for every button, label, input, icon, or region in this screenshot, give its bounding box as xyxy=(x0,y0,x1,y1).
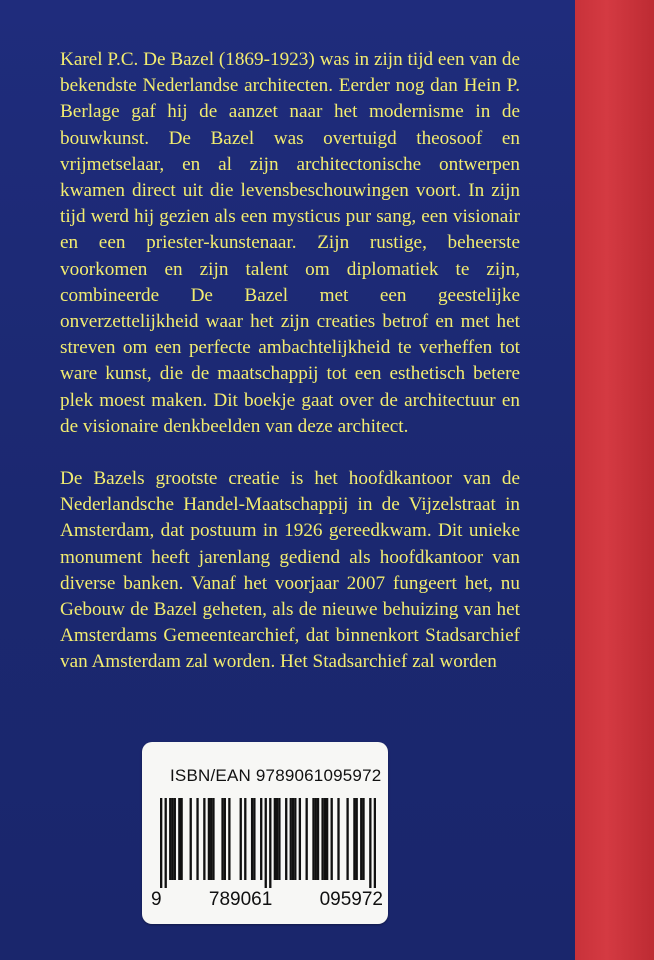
barcode-bar xyxy=(346,798,348,880)
barcode-bar xyxy=(203,798,205,880)
barcode-bar xyxy=(208,798,210,880)
barcode-bar xyxy=(315,798,317,880)
barcode-bar xyxy=(221,798,223,880)
barcode-bar xyxy=(290,798,292,880)
barcode xyxy=(160,798,376,888)
barcode-bar xyxy=(278,798,280,880)
barcode-bar xyxy=(169,798,171,880)
barcode-bar xyxy=(374,798,376,888)
barcode-bar xyxy=(324,798,326,880)
barcode-bar xyxy=(285,798,287,880)
barcode-bar xyxy=(312,798,314,880)
barcode-bar xyxy=(294,798,296,880)
barcode-digit-group-2: 789061 xyxy=(208,889,273,910)
barcode-bar xyxy=(317,798,319,880)
red-edge-band xyxy=(575,0,654,960)
barcode-bar xyxy=(321,798,323,880)
barcode-bar xyxy=(269,798,271,888)
barcode-bar xyxy=(210,798,212,880)
barcode-bar xyxy=(178,798,180,880)
barcode-bar xyxy=(276,798,278,880)
barcode-bar xyxy=(180,798,182,880)
blurb-paragraph-2: De Bazels grootste creatie is het hoofdkantoor van de Nederlandsche Handel-Maatschappij in de Vijzelstraat in Amsterdam, dat postuum in 1926 gereedkwam. Dit unieke monument heeft jarenlang gediend als hoofdkantoor van diverse banken. Vanaf het voorjaar 2007 fungeert het, nu Gebouw de Bazel geheten, als de nieuwe behuizing van het Amsterdams Gemeentearchief, dat binnenkort Stadsarchief van Amsterdam zal worden. Het Stadsarchief zal worden xyxy=(60,468,520,673)
barcode-bar xyxy=(331,798,333,880)
barcode-bar xyxy=(240,798,242,880)
barcode-bar xyxy=(337,798,339,880)
barcode-bar xyxy=(165,798,167,888)
barcode-bar xyxy=(356,798,358,880)
barcode-bar xyxy=(253,798,255,880)
barcode-bar xyxy=(171,798,173,880)
barcode-bar xyxy=(360,798,362,880)
barcode-bar xyxy=(251,798,253,880)
barcode-bar xyxy=(265,798,267,888)
barcode-bar xyxy=(369,798,371,888)
barcode-bar xyxy=(299,798,301,880)
barcode-bar xyxy=(274,798,276,880)
barcode-bar xyxy=(196,798,198,880)
barcode-bar xyxy=(292,798,294,880)
barcode-bar xyxy=(160,798,162,888)
barcode-bar xyxy=(224,798,226,880)
blurb-text xyxy=(60,47,520,676)
barcode-bar xyxy=(326,798,328,880)
barcode-bar xyxy=(362,798,364,880)
barcode-bar xyxy=(190,798,192,880)
barcode-digits xyxy=(151,889,383,911)
barcode-bar xyxy=(353,798,355,880)
isbn-text: ISBN/EAN 9789061095972 xyxy=(170,766,382,785)
barcode-bar xyxy=(260,798,262,880)
barcode-bar xyxy=(228,798,230,880)
barcode-bar xyxy=(174,798,176,880)
blurb-paragraph-1: Karel P.C. De Bazel (1869-1923) was in zijn tijd een van de bekendste Nederlandse architecten. Eerder nog dan Hein P. Berlage gaf hij de aanzet naar het modernisme in de bouwkunst. De Bazel was overtuigd theosoof en vrijmetselaar, en al zijn architectonische ontwerpen kwamen direct uit die levensbeschouwingen voort. In zijn tijd werd hij gezien als een mysticus pur sang, een visionair en een priester-kunstenaar. Zijn rustige, beheerste voorkomen en zijn talent om diplomatiek te zijn, combineerde De Bazel met een geestelijke onverzettelijkheid waar het zijn creaties betrof en met het streven om een perfecte ambachtelijkheid te verheffen tot ware kunst, die de maatschappij tot een esthetisch betere plek moest maken. Dit boekje gaat over de architectuur en de visionaire denkbeelden van deze architect. xyxy=(60,49,520,437)
barcode-bar xyxy=(306,798,308,880)
barcode-digit-group-3: 095972 xyxy=(319,889,383,910)
barcode-bar xyxy=(212,798,214,880)
barcode-bar xyxy=(244,798,246,880)
barcode-digit-group-1: 9 xyxy=(151,889,162,910)
